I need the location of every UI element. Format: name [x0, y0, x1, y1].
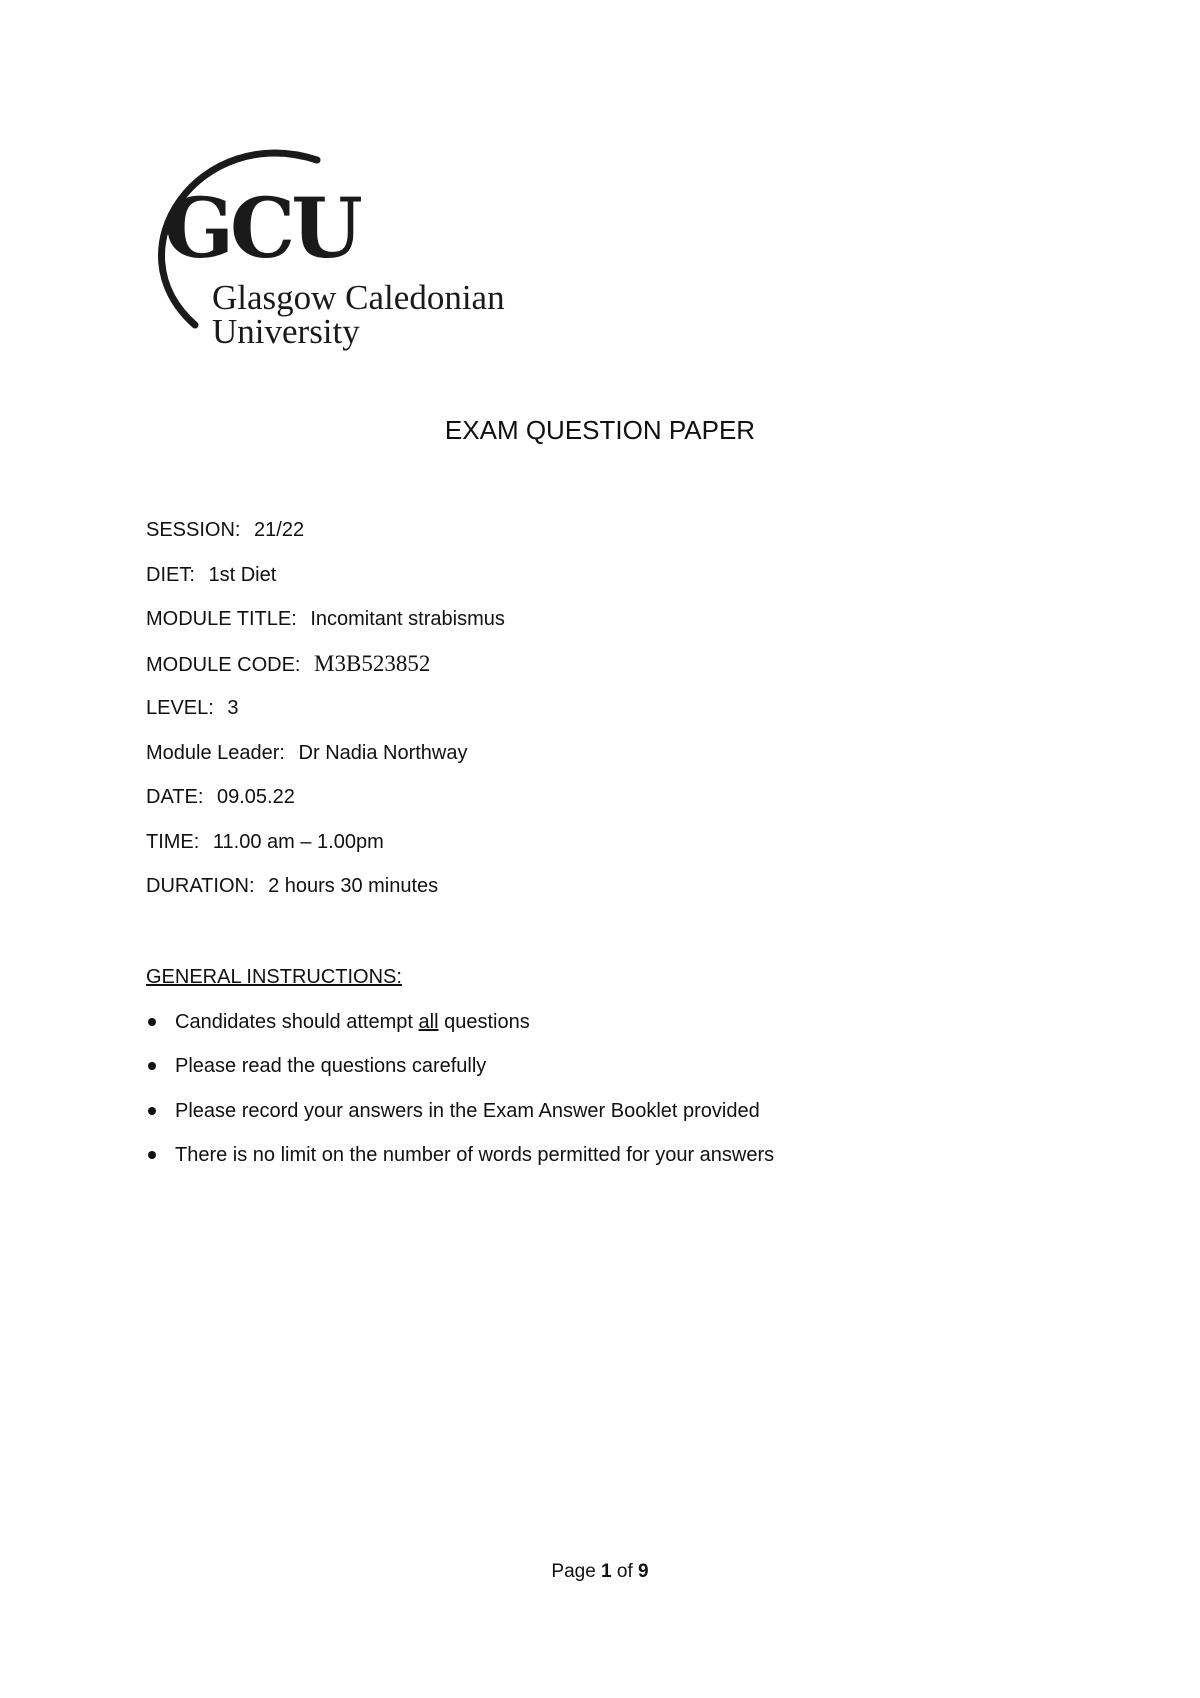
instruction-text: There is no limit on the number of words permitted for your answers [175, 1144, 775, 1166]
bullet-icon [148, 1018, 156, 1026]
detail-value: Incomitant strabismus [310, 608, 505, 630]
detail-label: SESSION: [146, 519, 241, 541]
page-of: of [611, 1561, 639, 1582]
instructions-heading: GENERAL INSTRUCTIONS: [146, 966, 402, 988]
instruction-emphasis: all [418, 1010, 439, 1033]
detail-module-code [146, 649, 505, 694]
detail-date [146, 782, 505, 827]
detail-diet [146, 560, 505, 605]
detail-label: LEVEL: [146, 697, 214, 719]
page-footer [0, 1561, 1200, 1583]
list-item [146, 1007, 774, 1052]
bullet-icon [148, 1151, 156, 1159]
detail-value: Dr Nadia Northway [298, 741, 468, 764]
list-item [146, 1051, 774, 1096]
detail-label: DATE: [146, 786, 204, 808]
detail-value: 21/22 [254, 519, 305, 541]
detail-value: M3B523852 [314, 650, 431, 676]
page-label: Page [551, 1561, 602, 1582]
bullet-icon [148, 1107, 156, 1115]
list-item [146, 1096, 774, 1141]
logo-line-1: Glasgow Caledonian [212, 278, 505, 317]
instruction-text-part: questions [438, 1010, 530, 1033]
detail-value: 2 hours 30 minutes [268, 875, 439, 897]
detail-label: DURATION: [146, 875, 255, 897]
logo-line-2: University [212, 312, 360, 351]
detail-value: 1st Diet [208, 563, 277, 586]
detail-module-leader [146, 738, 505, 783]
bullet-icon [148, 1062, 156, 1070]
instructions-list [146, 1007, 774, 1185]
detail-label: MODULE TITLE: [146, 608, 297, 630]
detail-value: 11.00 am – 1.00pm [212, 830, 384, 853]
instruction-text: Please record your answers in the Exam Answer Booklet provided [175, 1099, 760, 1122]
general-instructions [146, 962, 774, 1185]
logo-mark: GCU [164, 181, 359, 277]
detail-value: 09.05.22 [216, 786, 295, 808]
detail-label: DIET: [146, 563, 195, 586]
detail-module-title [146, 604, 505, 649]
detail-level [146, 693, 505, 738]
instruction-text-part: Candidates should attempt [175, 1010, 419, 1033]
detail-label: Module Leader: [146, 741, 285, 764]
detail-duration [146, 871, 505, 916]
detail-label: MODULE CODE: [146, 653, 301, 676]
detail-session [146, 515, 505, 560]
exam-details [146, 515, 505, 916]
detail-time [146, 827, 505, 872]
detail-label: TIME: [146, 830, 200, 853]
page-current: 1 [601, 1561, 612, 1582]
page-title: EXAM QUESTION PAPER [444, 415, 756, 445]
list-item [146, 1140, 774, 1185]
university-logo [140, 140, 540, 360]
detail-value: 3 [227, 697, 239, 719]
instruction-text: Please read the questions carefully [175, 1055, 487, 1077]
page-total: 9 [638, 1561, 649, 1582]
